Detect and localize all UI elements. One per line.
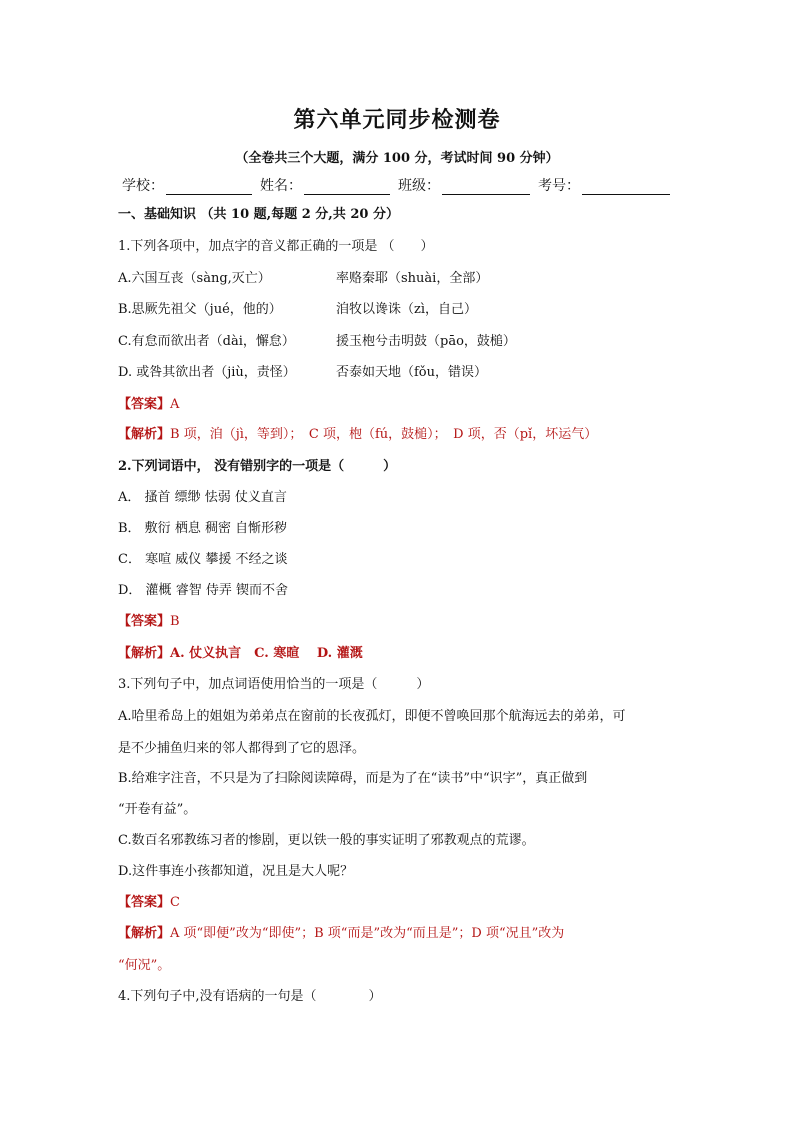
class-blank[interactable]: [442, 178, 530, 195]
class-label: 班级：: [398, 178, 440, 194]
answer-value: A: [170, 397, 180, 412]
analysis-text: B 项，洎（jì，等到）； C 项，枹（fú，鼓槌）； D 项，否（pǐ，坏运气）: [170, 427, 598, 442]
analysis-text: A 项“即便”改为“即使”；B 项“而是”改为“而且是”；D 项“况且”改为: [170, 926, 565, 941]
q1-analysis: [118, 426, 597, 444]
q3-answer: [118, 894, 180, 912]
section-heading: 一、基础知识 （共 10 题,每题 2 分,共 20 分）: [118, 207, 399, 222]
q3-option-b-line1: B.给难字注音，不只是为了扫除阅读障碍，而是为了在“读书”中“识字”，真正做到: [118, 771, 588, 786]
exam-no-blank[interactable]: [582, 178, 670, 195]
q1-stem: 1.下列各项中，加点字的音义都正确的一项是 （ ）: [118, 239, 434, 254]
q1-option-a-right: 率赂秦耶（shuài，全部）: [336, 271, 489, 286]
q1-option-b: [118, 301, 478, 319]
q1-option-a: [118, 270, 489, 288]
q3-analysis-line2: “何况”。: [118, 958, 171, 973]
name-label: 姓名：: [260, 178, 302, 194]
q2-option-d: D． 灌概 睿智 侍弄 锲而不舍: [118, 583, 288, 598]
q3-option-a-line2: 是不少捕鱼归来的邻人都得到了它的恩泽。: [118, 741, 366, 756]
answer-tag: 【答案】: [118, 895, 171, 910]
q2-analysis: [118, 645, 363, 663]
q1-option-a-left: A.六国互丧（sàng,灭亡）: [118, 271, 271, 286]
q1-option-d-left: D. 或咎其欲出者（jiù，责怪）: [118, 365, 296, 380]
q1-answer: [118, 396, 179, 414]
page-title: 第六单元同步检测卷: [293, 107, 501, 133]
q1-option-c: [118, 333, 516, 351]
q2-option-a: A． 搔首 缥缈 怯弱 仗义直言: [118, 490, 287, 505]
answer-value: C: [170, 895, 180, 910]
q1-option-c-left: C.有怠而欲出者（dài，懈怠）: [118, 334, 295, 349]
name-blank[interactable]: [304, 178, 390, 195]
answer-tag: 【答案】: [118, 397, 171, 412]
q2-option-b: B． 敷衍 栖息 稠密 自惭形秽: [118, 521, 288, 536]
q1-option-c-right: 援玉枹兮击明鼓（pāo，鼓槌）: [336, 334, 516, 349]
answer-tag: 【答案】: [118, 614, 171, 629]
analysis-tag: 【解析】: [118, 427, 171, 442]
q3-option-a-line1: A.哈里希岛上的姐姐为弟弟点在窗前的长夜孤灯，即便不曾唤回那个航海远去的弟弟，可: [118, 709, 626, 724]
q3-stem: 3.下列句子中，加点词语使用恰当的一项是（ ）: [118, 677, 430, 692]
q3-option-c: C.数百名邪教练习者的惨剧，更以铁一般的事实证明了邪教观点的荒谬。: [118, 833, 535, 848]
analysis-tag: 【解析】: [118, 926, 171, 941]
answer-value: B: [170, 614, 180, 629]
q2-stem: 2.下列词语中， 没有错别字的一项是（ ）: [118, 459, 397, 474]
q1-option-b-right: 洎牧以谗诛（zì，自己）: [336, 302, 478, 317]
q4-stem: 4.下列句子中,没有语病的一句是（ ）: [118, 989, 382, 1004]
analysis-tag: 【解析】: [118, 646, 171, 661]
school-blank[interactable]: [166, 178, 252, 195]
exam-subtitle: （全卷共三个大题，满分 100 分，考试时间 90 分钟）: [235, 151, 559, 166]
analysis-text: A. 仗义执言 C. 寒暄 D. 灌溉: [170, 646, 363, 661]
q3-option-b-line2: “开卷有益”。: [118, 802, 197, 817]
q3-option-d: D.这件事连小孩都知道，况且是大人呢？: [118, 864, 354, 879]
q1-option-d: [118, 364, 488, 382]
q2-option-c: C． 寒喧 威仪 攀援 不经之谈: [118, 552, 288, 567]
q1-option-d-right: 否泰如天地（fǒu，错误）: [336, 365, 488, 380]
student-info-row: [122, 175, 678, 195]
q3-analysis-line1: [118, 925, 564, 943]
q1-option-b-left: B.思厥先祖父（jué，他的）: [118, 302, 282, 317]
q2-answer: [118, 613, 180, 631]
exam-no-label: 考号：: [538, 178, 580, 194]
school-label: 学校：: [122, 178, 164, 194]
